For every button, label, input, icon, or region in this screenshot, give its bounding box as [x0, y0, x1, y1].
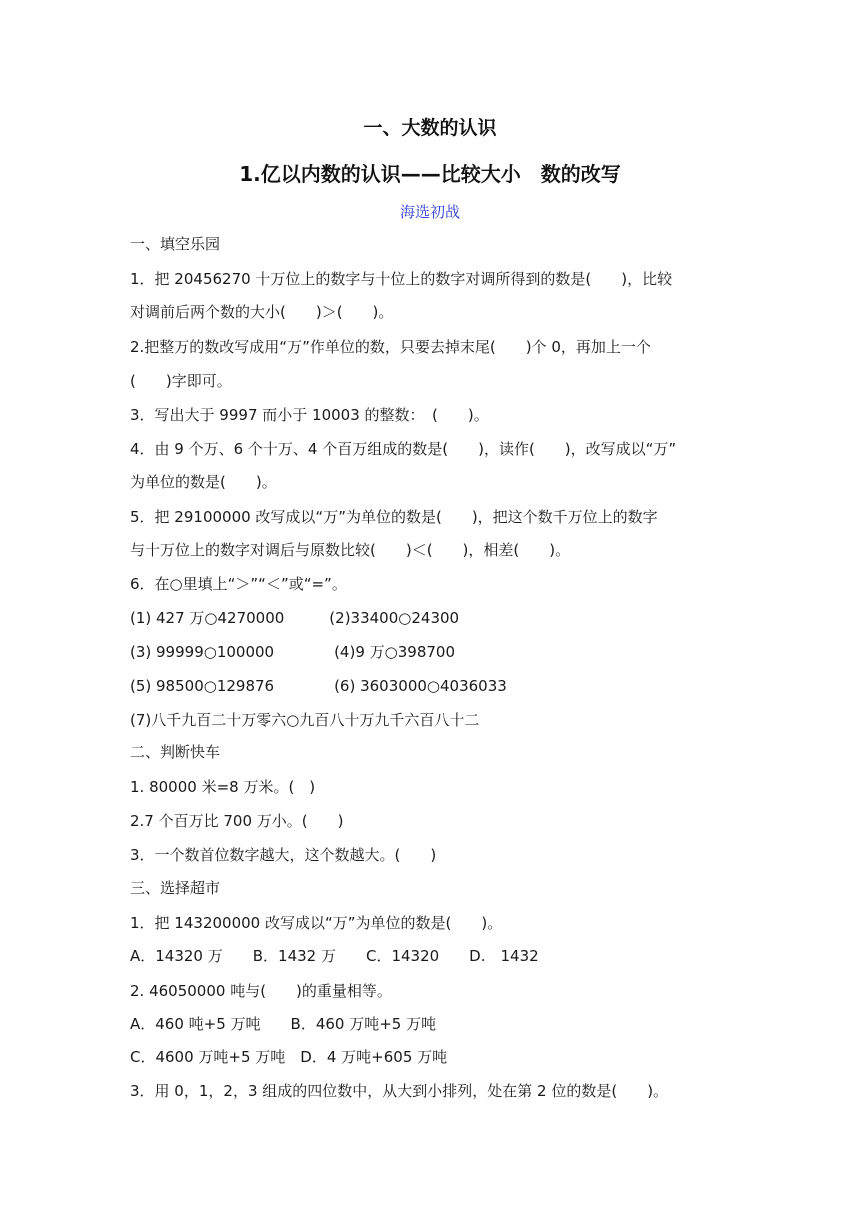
lesson-title: 1.亿以内数的认识——比较大小 数的改写 — [239, 162, 621, 186]
answer-options: A．460 吨+5 万吨 B．460 万吨+5 万吨 — [130, 1015, 437, 1033]
question-line: 为单位的数是( )。 — [130, 473, 277, 491]
question-line: 2.7 个百万比 700 万小。( ) — [130, 812, 344, 830]
question-line: 1．把 20456270 十万位上的数字与十位上的数字对调所得到的数是( )，比较 — [130, 270, 673, 288]
section-heading-judge: 二、判断快车 — [130, 743, 221, 761]
answer-options: A．14320 万 B．1432 万 C．14320 D. 1432 — [130, 947, 539, 965]
question-line: 1. 80000 米=8 万米。( ) — [130, 778, 316, 796]
section-heading-fill-in: 一、填空乐园 — [130, 235, 221, 253]
question-line: 6．在○里填上“＞”“＜”或“=”。 — [130, 575, 347, 593]
comparison-line: (1) 427 万○4270000 (2)33400○24300 — [130, 609, 460, 627]
unit-title: 一、大数的认识 — [363, 117, 497, 139]
question-line: 3．一个数首位数字越大，这个数越大。( ) — [130, 846, 437, 864]
comparison-line: (7)八千九百二十万零六○九百八十万九千六百八十二 — [130, 711, 480, 729]
section-heading-choice: 三、选择超市 — [130, 879, 221, 897]
answer-options: C．4600 万吨+5 万吨 D．4 万吨+605 万吨 — [130, 1048, 448, 1066]
question-line: 5．把 29100000 改写成以“万”为单位的数是( )，把这个数千万位上的数字 — [130, 508, 658, 526]
question-line: 2. 46050000 吨与( )的重量相等。 — [130, 982, 392, 1000]
question-line: 与十万位上的数字对调后与原数比较( )＜( )，相差( )。 — [130, 541, 571, 559]
section-subtitle: 海选初战 — [399, 203, 460, 221]
question-line: 3．用 0，1，2，3 组成的四位数中，从大到小排列，处在第 2 位的数是( )。 — [130, 1082, 669, 1100]
comparison-line: (5) 98500○129876 (6) 3603000○4036033 — [130, 677, 507, 695]
comparison-line: (3) 99999○100000 (4)9 万○398700 — [130, 643, 455, 661]
question-line: 3．写出大于 9997 而小于 10003 的整数： ( )。 — [130, 406, 489, 424]
question-line: 4．由 9 个万、6 个十万、4 个百万组成的数是( )，读作( )，改写成以“万” — [130, 440, 677, 458]
question-line: 2.把整万的数改写成用“万”作单位的数，只要去掉末尾( )个 0，再加上一个 — [130, 338, 651, 356]
question-line: ( )字即可。 — [130, 372, 232, 390]
question-line: 1．把 143200000 改写成以“万”为单位的数是( )。 — [130, 914, 503, 932]
question-line: 对调前后两个数的大小( )＞( )。 — [130, 303, 394, 321]
